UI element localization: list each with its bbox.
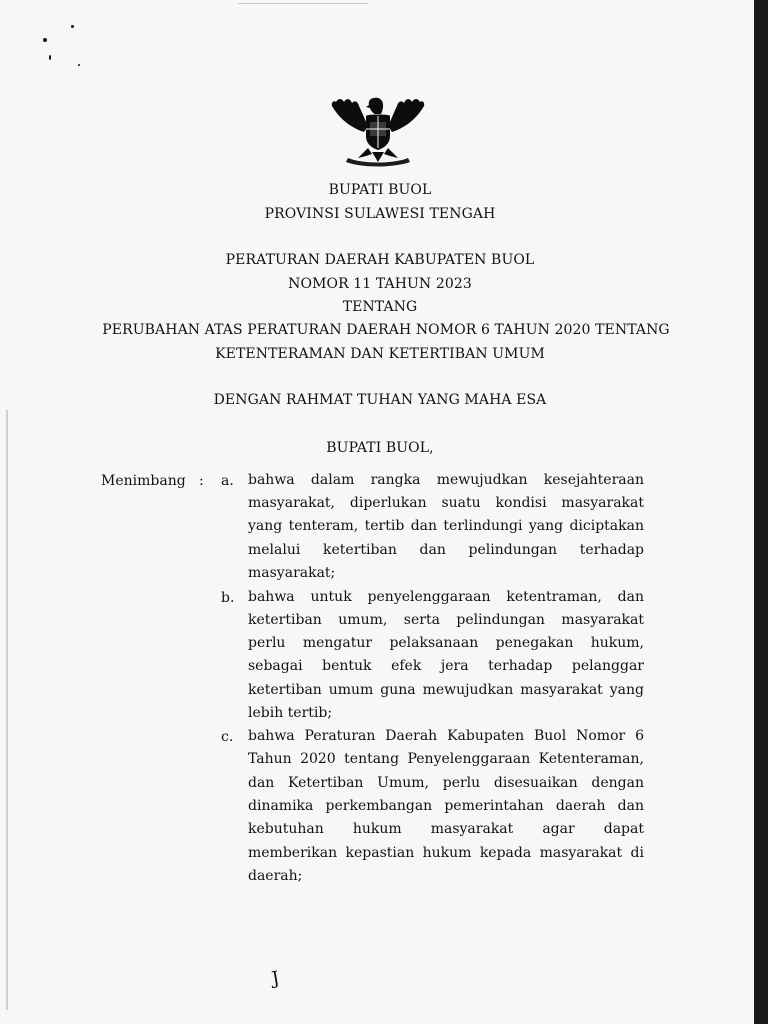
item-line: melalui ketertiban dan pelindungan terhadap <box>248 542 644 558</box>
item-line: dinamika perkembangan pemerintahan daerah dan <box>248 798 644 814</box>
about-label: TENTANG <box>342 299 418 315</box>
enacting-authority: BUPATI BUOL, <box>326 440 434 456</box>
considering-label: Menimbang <box>101 473 186 489</box>
scan-speck <box>43 38 47 42</box>
item-line: kebutuhan hukum masyarakat agar dapat <box>248 821 644 837</box>
item-line: yang tenteram, tertib dan terlindungi yang diciptakan <box>248 518 644 534</box>
regulation-number: NOMOR 11 TAHUN 2023 <box>288 276 472 292</box>
authority-title: BUPATI BUOL <box>328 182 432 198</box>
item-line: ketertiban umum, serta pelindungan masyarakat <box>248 612 644 628</box>
scan-speck <box>71 25 74 28</box>
item-letter: c. <box>221 729 234 745</box>
scan-speck <box>78 64 80 66</box>
regulation-subject-line-2: KETENTERAMAN DAN KETERTIBAN UMUM <box>215 346 545 362</box>
paraf-initial: J <box>270 967 281 990</box>
scan-artifact-line <box>238 3 368 4</box>
item-line: memberikan kepastian hukum kepada masyarakat di <box>248 845 644 861</box>
province-title: PROVINSI SULAWESI TENGAH <box>264 206 496 222</box>
item-line: masyarakat; <box>248 565 336 581</box>
scan-speck <box>49 55 51 60</box>
scan-dark-edge <box>754 0 768 1024</box>
item-line: bahwa dalam rangka mewujudkan kesejahteraan <box>248 472 644 488</box>
garuda-emblem-icon <box>328 92 428 168</box>
regulation-title: PERATURAN DAERAH KABUPATEN BUOL <box>225 252 535 268</box>
item-line: daerah; <box>248 868 303 884</box>
item-line: bahwa Peraturan Daerah Kabupaten Buol Nomor 6 <box>248 728 644 744</box>
item-line: Tahun 2020 tentang Penyelenggaraan Ketenteraman, <box>248 751 644 767</box>
regulation-subject-line-1: PERUBAHAN ATAS PERATURAN DAERAH NOMOR 6 TAHUN 2020 TENTANG <box>102 322 670 338</box>
item-line: dan Ketertiban Umum, perlu disesuaikan dengan <box>248 775 644 791</box>
scan-left-edge <box>6 410 8 1010</box>
item-line: bahwa untuk penyelenggaraan ketentraman, dan <box>248 589 644 605</box>
item-line: ketertiban umum guna mewujudkan masyarakat yang <box>248 682 644 698</box>
item-letter: a. <box>221 473 234 489</box>
item-line: perlu mengatur pelaksanaan penegakan hukum, <box>248 635 644 651</box>
blessing-line: DENGAN RAHMAT TUHAN YANG MAHA ESA <box>213 392 547 408</box>
item-line: lebih tertib; <box>248 705 333 721</box>
item-line: sebagai bentuk efek jera terhadap pelanggar <box>248 658 644 674</box>
item-letter: b. <box>221 590 235 606</box>
item-line: masyarakat, diperlukan suatu kondisi masyarakat <box>248 495 644 511</box>
considering-colon: : <box>199 473 204 489</box>
